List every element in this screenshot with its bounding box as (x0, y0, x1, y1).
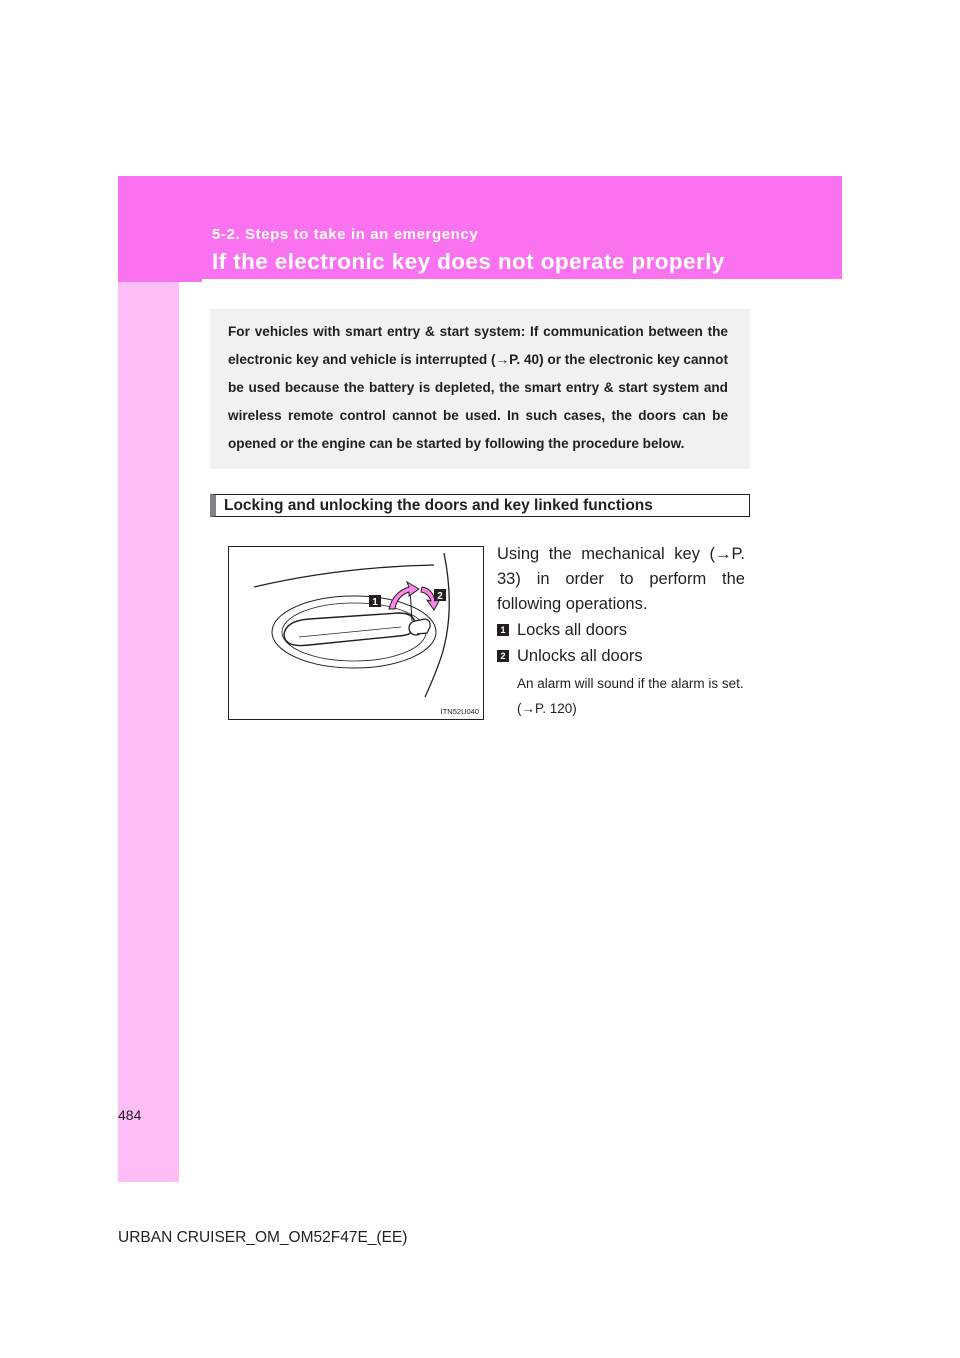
side-color-band (118, 176, 179, 1182)
intro-text: For vehicles with smart entry & start system: If communication between the electronic key and vehicle is interrupted (→P. 40) or the electronic key cannot be used because the battery is depleted, the smart entry & start system and wireless remote control cannot be used. In such cases, the doors can be opened or the engine can be started by following the procedure below. (228, 324, 728, 451)
instruction-text: Using the mechanical key (→P. 33) in order to perform the following operations. (497, 545, 745, 613)
door-handle-drawing (229, 547, 483, 719)
title-underline (202, 279, 842, 282)
section-heading: Locking and unlocking the doors and key linked functions (210, 494, 750, 517)
callout-2: 2 (437, 591, 443, 602)
intro-box (210, 309, 750, 469)
page-title: If the electronic key does not operate properly (212, 249, 725, 274)
mechanical-key (415, 619, 430, 634)
step-2-label: Unlocks all doors (517, 647, 643, 665)
section-label: 5-2. Steps to take in an emergency (212, 226, 479, 243)
lock-direction-arrow (389, 582, 419, 609)
door-crease-line (254, 565, 434, 587)
footer-document-id: URBAN CRUISER_OM_OM52F47E_(EE) (118, 1229, 408, 1246)
step-1-label: Locks all doors (517, 621, 628, 639)
step-unlock (497, 645, 643, 667)
door-handle-illustration (228, 546, 484, 720)
step-1-number: 1 (497, 624, 509, 636)
page-number: 484 (118, 1107, 142, 1123)
door-handle (284, 613, 415, 646)
step-lock (497, 619, 627, 641)
alarm-note: An alarm will sound if the alarm is set. (→P. 120) (517, 676, 744, 716)
step-2-number: 2 (497, 650, 509, 662)
illustration-code: ITN52U040 (440, 707, 479, 716)
callout-1: 1 (372, 597, 378, 608)
